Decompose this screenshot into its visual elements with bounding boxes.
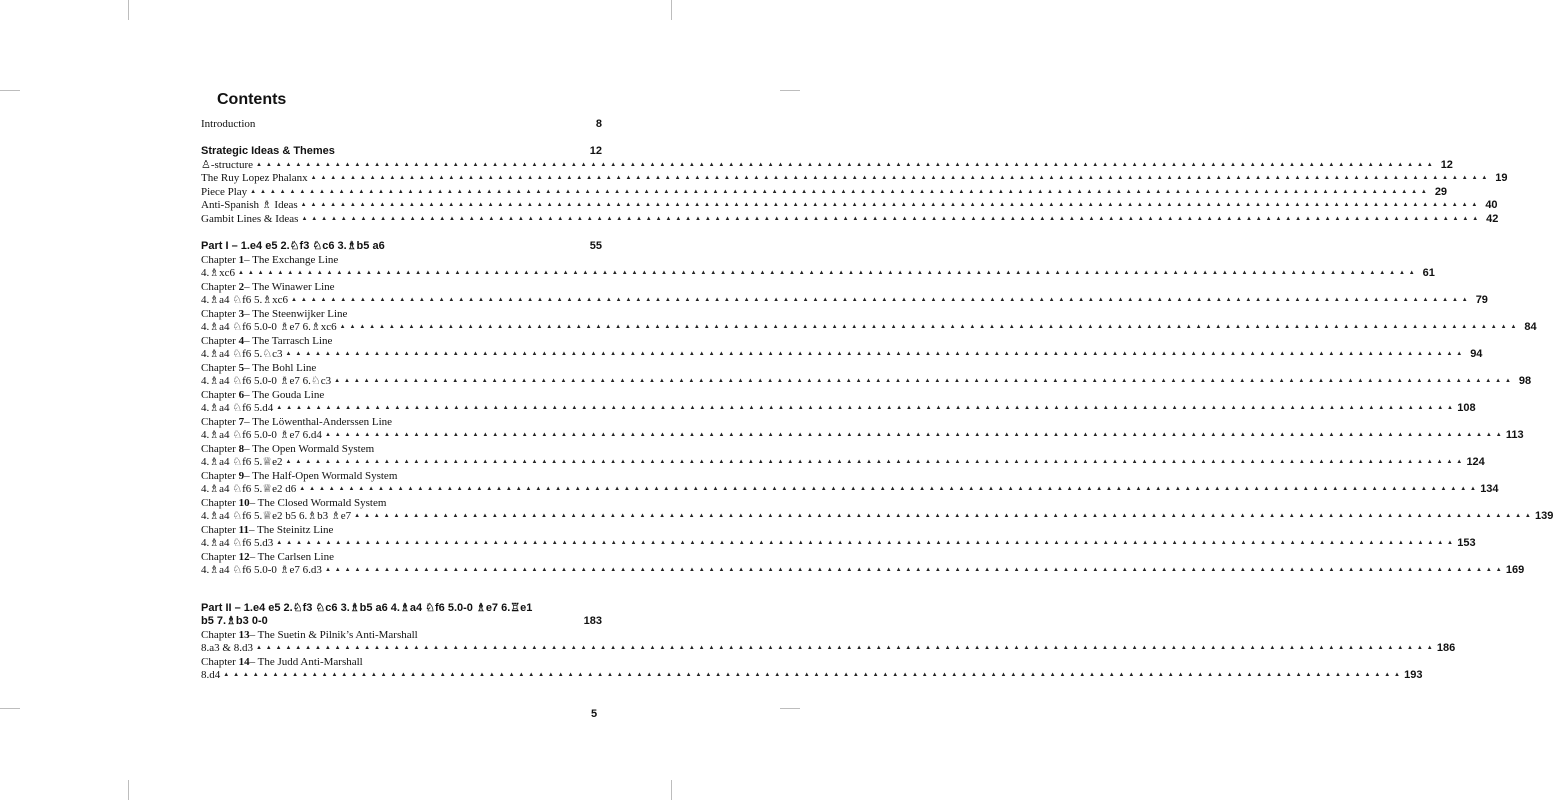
toc-part-label: Part I – 1.e4 e5 2.♘f3 ♘c6 3.♗b5 a6 <box>201 240 385 252</box>
toc-entry[interactable] <box>201 184 1448 198</box>
chapter-word: Chapter <box>201 496 236 509</box>
chapter-name: – The Löwenthal-Anderssen Line <box>244 415 393 428</box>
toc-chapter-title[interactable] <box>201 360 602 374</box>
toc-chapter-title[interactable] <box>201 414 602 428</box>
toc-entry[interactable] <box>201 198 1498 212</box>
toc-page-number: 183 <box>583 615 602 627</box>
chapter-number: 10 <box>238 496 250 509</box>
toc-entry-label: 4.♗a4 ♘f6 5.d3 <box>201 537 274 549</box>
chapter-word: Chapter <box>201 280 236 293</box>
leader-dots: ▲ ▲ ▲ ▲ ▲ ▲ ▲ ▲ ▲ ▲ ▲ ▲ ▲ ▲ ▲ ▲ ▲ ▲ ▲ ▲ ▲ ▲ ▲ ▲ ▲ ▲ ▲ ▲ ▲ ▲ ▲ ▲ ▲ ▲ ▲ ▲ ▲ ▲ ▲ ▲ ▲ ▲ ▲ ▲ ▲ ▲ ▲ ▲ ▲ ▲ ▲ ▲ ▲ ▲ ▲ ▲ ▲ ▲ ▲ ▲ ▲ ▲ ▲ ▲ ▲ ▲ ▲ ▲ ▲ ▲ ▲ ▲ ▲ ▲ ▲ ▲ ▲ ▲ ▲ ▲ ▲ ▲ ▲ ▲ ▲ ▲ ▲ ▲ ▲ ▲ ▲ ▲ ▲ ▲ ▲ ▲ ▲ ▲ ▲ ▲ ▲ ▲ ▲ ▲ ▲ ▲ ▲ ▲ ▲ ▲ ▲ ▲ ▲ ▲ ▲ ▲ ▲ ▲ ▲ ▲ <box>300 202 1479 208</box>
toc-chapter-line[interactable] <box>201 293 1488 307</box>
chapter-number: 6 <box>238 388 245 401</box>
leader-dots: ▲ ▲ ▲ ▲ ▲ ▲ ▲ ▲ ▲ ▲ ▲ ▲ ▲ ▲ ▲ ▲ ▲ ▲ ▲ ▲ ▲ ▲ ▲ ▲ ▲ ▲ ▲ ▲ ▲ ▲ ▲ ▲ ▲ ▲ ▲ ▲ ▲ ▲ ▲ ▲ ▲ ▲ ▲ ▲ ▲ ▲ ▲ ▲ ▲ ▲ ▲ ▲ ▲ ▲ ▲ ▲ ▲ ▲ ▲ ▲ ▲ ▲ ▲ ▲ ▲ ▲ ▲ ▲ ▲ ▲ ▲ ▲ ▲ ▲ ▲ ▲ ▲ ▲ ▲ ▲ ▲ ▲ ▲ ▲ ▲ ▲ ▲ ▲ ▲ ▲ ▲ ▲ ▲ ▲ ▲ ▲ ▲ ▲ ▲ ▲ ▲ ▲ ▲ ▲ ▲ ▲ ▲ ▲ ▲ ▲ ▲ ▲ ▲ ▲ ▲ ▲ ▲ ▲ ▲ ▲ <box>310 175 1489 181</box>
toc-chapter-label <box>201 254 338 266</box>
leader-dots: ▲ ▲ ▲ ▲ ▲ ▲ ▲ ▲ ▲ ▲ ▲ ▲ ▲ ▲ ▲ ▲ ▲ ▲ ▲ ▲ ▲ ▲ ▲ ▲ ▲ ▲ ▲ ▲ ▲ ▲ ▲ ▲ ▲ ▲ ▲ ▲ ▲ ▲ ▲ ▲ ▲ ▲ ▲ ▲ ▲ ▲ ▲ ▲ ▲ ▲ ▲ ▲ ▲ ▲ ▲ ▲ ▲ ▲ ▲ ▲ ▲ ▲ ▲ ▲ ▲ ▲ ▲ ▲ ▲ ▲ ▲ ▲ ▲ ▲ ▲ ▲ ▲ ▲ ▲ ▲ ▲ ▲ ▲ ▲ ▲ ▲ ▲ ▲ ▲ ▲ ▲ ▲ ▲ ▲ ▲ ▲ ▲ ▲ ▲ ▲ ▲ ▲ ▲ ▲ ▲ ▲ ▲ ▲ ▲ ▲ ▲ ▲ ▲ ▲ ▲ ▲ ▲ ▲ ▲ ▲ <box>276 405 1455 411</box>
toc-entry-label: 4.♗a4 ♘f6 5.♘c3 <box>201 348 283 360</box>
chapter-number: 8 <box>238 442 245 455</box>
page-number: 5 <box>591 708 598 720</box>
crop-mark <box>128 0 129 20</box>
toc-chapter-title[interactable] <box>201 441 602 455</box>
leader-dots: ▲ ▲ ▲ ▲ ▲ ▲ ▲ ▲ ▲ ▲ ▲ ▲ ▲ ▲ ▲ ▲ ▲ ▲ ▲ ▲ ▲ ▲ ▲ ▲ ▲ ▲ ▲ ▲ ▲ ▲ ▲ ▲ ▲ ▲ ▲ ▲ ▲ ▲ ▲ ▲ ▲ ▲ ▲ ▲ ▲ ▲ ▲ ▲ ▲ ▲ ▲ ▲ ▲ ▲ ▲ ▲ ▲ ▲ ▲ ▲ ▲ ▲ ▲ ▲ ▲ ▲ ▲ ▲ ▲ ▲ ▲ ▲ ▲ ▲ ▲ ▲ ▲ ▲ ▲ ▲ ▲ ▲ ▲ ▲ ▲ ▲ ▲ ▲ ▲ ▲ ▲ ▲ ▲ ▲ ▲ ▲ ▲ ▲ ▲ ▲ ▲ ▲ ▲ ▲ ▲ ▲ ▲ ▲ ▲ ▲ ▲ ▲ ▲ ▲ ▲ ▲ ▲ ▲ ▲ ▲ <box>276 540 1455 546</box>
leader-dots: ▲ ▲ ▲ ▲ ▲ ▲ ▲ ▲ ▲ ▲ ▲ ▲ ▲ ▲ ▲ ▲ ▲ ▲ ▲ ▲ ▲ ▲ ▲ ▲ ▲ ▲ ▲ ▲ ▲ ▲ ▲ ▲ ▲ ▲ ▲ ▲ ▲ ▲ ▲ ▲ ▲ ▲ ▲ ▲ ▲ ▲ ▲ ▲ ▲ ▲ ▲ ▲ ▲ ▲ ▲ ▲ ▲ ▲ ▲ ▲ ▲ ▲ ▲ ▲ ▲ ▲ ▲ ▲ ▲ ▲ ▲ ▲ ▲ ▲ ▲ ▲ ▲ ▲ ▲ ▲ ▲ ▲ ▲ ▲ ▲ ▲ ▲ ▲ ▲ ▲ ▲ ▲ ▲ ▲ ▲ ▲ ▲ ▲ ▲ ▲ ▲ ▲ ▲ ▲ ▲ ▲ ▲ ▲ ▲ ▲ ▲ ▲ ▲ ▲ ▲ ▲ ▲ ▲ ▲ ▲ <box>324 567 1503 573</box>
chapter-number: 13 <box>238 628 250 641</box>
leader-dots: ▲ ▲ ▲ ▲ ▲ ▲ ▲ ▲ ▲ ▲ ▲ ▲ ▲ ▲ ▲ ▲ ▲ ▲ ▲ ▲ ▲ ▲ ▲ ▲ ▲ ▲ ▲ ▲ ▲ ▲ ▲ ▲ ▲ ▲ ▲ ▲ ▲ ▲ ▲ ▲ ▲ ▲ ▲ ▲ ▲ ▲ ▲ ▲ ▲ ▲ ▲ ▲ ▲ ▲ ▲ ▲ ▲ ▲ ▲ ▲ ▲ ▲ ▲ ▲ ▲ ▲ ▲ ▲ ▲ ▲ ▲ ▲ ▲ ▲ ▲ ▲ ▲ ▲ ▲ ▲ ▲ ▲ ▲ ▲ ▲ ▲ ▲ ▲ ▲ ▲ ▲ ▲ ▲ ▲ ▲ ▲ ▲ ▲ ▲ ▲ ▲ ▲ ▲ ▲ ▲ ▲ ▲ ▲ ▲ ▲ ▲ ▲ ▲ ▲ ▲ ▲ ▲ ▲ ▲ ▲ <box>250 188 1429 195</box>
toc-page-number: 55 <box>589 240 602 252</box>
chapter-number: 9 <box>238 469 245 482</box>
leader-dots: ▲ ▲ ▲ ▲ ▲ ▲ ▲ ▲ ▲ ▲ ▲ ▲ ▲ ▲ ▲ ▲ ▲ ▲ ▲ ▲ ▲ ▲ ▲ ▲ ▲ ▲ ▲ ▲ ▲ ▲ ▲ ▲ ▲ ▲ ▲ ▲ ▲ ▲ ▲ ▲ ▲ ▲ ▲ ▲ ▲ ▲ ▲ ▲ ▲ ▲ ▲ ▲ ▲ ▲ ▲ ▲ ▲ ▲ ▲ ▲ ▲ ▲ ▲ ▲ ▲ ▲ ▲ ▲ ▲ ▲ ▲ ▲ ▲ ▲ ▲ ▲ ▲ ▲ ▲ ▲ ▲ ▲ ▲ ▲ ▲ ▲ ▲ ▲ ▲ ▲ ▲ ▲ ▲ ▲ ▲ ▲ ▲ ▲ ▲ ▲ ▲ ▲ ▲ ▲ ▲ ▲ ▲ ▲ ▲ ▲ ▲ ▲ ▲ ▲ ▲ ▲ ▲ ▲ ▲ ▲ <box>324 432 1503 438</box>
toc-page-number: 139 <box>1535 510 1553 522</box>
chapter-word: Chapter <box>201 307 236 320</box>
toc-chapter-line[interactable] <box>201 428 1524 442</box>
toc-chapter-line[interactable] <box>201 509 1553 523</box>
toc-chapter-line[interactable] <box>201 320 1537 334</box>
leader-dots: ▲ ▲ ▲ ▲ ▲ ▲ ▲ ▲ ▲ ▲ ▲ ▲ ▲ ▲ ▲ ▲ ▲ ▲ ▲ ▲ ▲ ▲ ▲ ▲ ▲ ▲ ▲ ▲ ▲ ▲ ▲ ▲ ▲ ▲ ▲ ▲ ▲ ▲ ▲ ▲ ▲ ▲ ▲ ▲ ▲ ▲ ▲ ▲ ▲ ▲ ▲ ▲ ▲ ▲ ▲ ▲ ▲ ▲ ▲ ▲ ▲ ▲ ▲ ▲ ▲ ▲ ▲ ▲ ▲ ▲ ▲ ▲ ▲ ▲ ▲ ▲ ▲ ▲ ▲ ▲ ▲ ▲ ▲ ▲ ▲ ▲ ▲ ▲ ▲ ▲ ▲ ▲ ▲ ▲ ▲ ▲ ▲ ▲ ▲ ▲ ▲ ▲ ▲ ▲ ▲ ▲ ▲ ▲ ▲ ▲ ▲ ▲ ▲ ▲ ▲ ▲ ▲ ▲ ▲ ▲ <box>285 459 1464 465</box>
toc-page-number: 134 <box>1480 483 1499 495</box>
toc-entry-label: 4.♗a4 ♘f6 5.0-0 ♗e7 6.♘c3 <box>201 375 332 387</box>
chapter-word: Chapter <box>201 442 236 455</box>
chapter-word: Chapter <box>201 628 236 641</box>
toc-entry-label: 4.♗a4 ♘f6 5.♗xc6 <box>201 294 289 306</box>
crop-mark <box>128 780 129 800</box>
toc-entry[interactable] <box>201 171 1508 185</box>
toc-entry-label: 4.♗a4 ♘f6 5.0-0 ♗e7 6.d3 <box>201 564 322 576</box>
chapter-word: Chapter <box>201 334 236 347</box>
chapter-name: – The Open Wormald System <box>244 442 375 455</box>
chapter-name: – The Exchange Line <box>244 253 339 266</box>
chapter-name: – The Steinitz Line <box>248 523 334 536</box>
crop-mark <box>671 780 672 800</box>
leader-dots: ▲ ▲ ▲ ▲ ▲ ▲ ▲ ▲ ▲ ▲ ▲ ▲ ▲ ▲ ▲ ▲ ▲ ▲ ▲ ▲ ▲ ▲ ▲ ▲ ▲ ▲ ▲ ▲ ▲ ▲ ▲ ▲ ▲ ▲ ▲ ▲ ▲ ▲ ▲ ▲ ▲ ▲ ▲ ▲ ▲ ▲ ▲ ▲ ▲ ▲ ▲ ▲ ▲ ▲ ▲ ▲ ▲ ▲ ▲ ▲ ▲ ▲ ▲ ▲ ▲ ▲ ▲ ▲ ▲ ▲ ▲ ▲ ▲ ▲ ▲ ▲ ▲ ▲ ▲ ▲ ▲ ▲ ▲ ▲ ▲ ▲ ▲ ▲ ▲ ▲ ▲ ▲ ▲ ▲ ▲ ▲ ▲ ▲ ▲ ▲ ▲ ▲ ▲ ▲ ▲ ▲ ▲ ▲ ▲ ▲ ▲ ▲ ▲ ▲ ▲ ▲ ▲ ▲ ▲ ▲ <box>299 486 1478 492</box>
toc-entry-label: Anti-Spanish ♗ Ideas <box>201 199 298 211</box>
toc-part-1[interactable] <box>201 239 602 253</box>
toc-part-2-line2[interactable] <box>201 614 602 628</box>
toc-chapter-line[interactable] <box>201 374 1532 388</box>
chapter-name: – The Carlsen Line <box>249 550 334 563</box>
leader-dots: ▲ ▲ ▲ ▲ ▲ ▲ ▲ ▲ ▲ ▲ ▲ ▲ ▲ ▲ ▲ ▲ ▲ ▲ ▲ ▲ ▲ ▲ ▲ ▲ ▲ ▲ ▲ ▲ ▲ ▲ ▲ ▲ ▲ ▲ ▲ ▲ ▲ ▲ ▲ ▲ ▲ ▲ ▲ ▲ ▲ ▲ ▲ ▲ ▲ ▲ ▲ ▲ ▲ ▲ ▲ ▲ ▲ ▲ ▲ ▲ ▲ ▲ ▲ ▲ ▲ ▲ ▲ ▲ ▲ ▲ ▲ ▲ ▲ ▲ ▲ ▲ ▲ ▲ ▲ ▲ ▲ ▲ ▲ ▲ ▲ ▲ ▲ ▲ ▲ ▲ ▲ ▲ ▲ ▲ ▲ ▲ ▲ ▲ ▲ ▲ ▲ ▲ ▲ ▲ ▲ ▲ ▲ ▲ ▲ ▲ ▲ ▲ ▲ ▲ ▲ ▲ ▲ ▲ ▲ ▲ <box>238 270 1416 276</box>
leader-dots: ▲ ▲ ▲ ▲ ▲ ▲ ▲ ▲ ▲ ▲ ▲ ▲ ▲ ▲ ▲ ▲ ▲ ▲ ▲ ▲ ▲ ▲ ▲ ▲ ▲ ▲ ▲ ▲ ▲ ▲ ▲ ▲ ▲ ▲ ▲ ▲ ▲ ▲ ▲ ▲ ▲ ▲ ▲ ▲ ▲ ▲ ▲ ▲ ▲ ▲ ▲ ▲ ▲ ▲ ▲ ▲ ▲ ▲ ▲ ▲ ▲ ▲ ▲ ▲ ▲ ▲ ▲ ▲ ▲ ▲ ▲ ▲ ▲ ▲ ▲ ▲ ▲ ▲ ▲ ▲ ▲ ▲ ▲ ▲ ▲ ▲ ▲ ▲ ▲ ▲ ▲ ▲ ▲ ▲ ▲ ▲ ▲ ▲ ▲ ▲ ▲ ▲ ▲ ▲ ▲ ▲ ▲ ▲ ▲ ▲ ▲ ▲ ▲ ▲ ▲ ▲ ▲ ▲ ▲ ▲ <box>291 297 1469 303</box>
chapter-name: – The Winawer Line <box>244 280 335 293</box>
toc-page-number: 186 <box>1436 642 1456 654</box>
chapter-name: – The Tarrasch Line <box>244 334 333 347</box>
chapter-word: Chapter <box>201 469 236 482</box>
toc-section-strategic-ideas[interactable] <box>201 144 602 158</box>
toc-entry-label: 4.♗a4 ♘f6 5.♕e2 d6 <box>201 483 297 495</box>
toc-entry[interactable] <box>201 157 1453 171</box>
toc-chapter-label <box>201 629 418 641</box>
chapter-word: Chapter <box>201 550 236 563</box>
chapter-word: Chapter <box>201 655 236 668</box>
leader-dots: ▲ ▲ ▲ ▲ ▲ ▲ ▲ ▲ ▲ ▲ ▲ ▲ ▲ ▲ ▲ ▲ ▲ ▲ ▲ ▲ ▲ ▲ ▲ ▲ ▲ ▲ ▲ ▲ ▲ ▲ ▲ ▲ ▲ ▲ ▲ ▲ ▲ ▲ ▲ ▲ ▲ ▲ ▲ ▲ ▲ ▲ ▲ ▲ ▲ ▲ ▲ ▲ ▲ ▲ ▲ ▲ ▲ ▲ ▲ ▲ ▲ ▲ ▲ ▲ ▲ ▲ ▲ ▲ ▲ ▲ ▲ ▲ ▲ ▲ ▲ ▲ ▲ ▲ ▲ ▲ ▲ ▲ ▲ ▲ ▲ ▲ ▲ ▲ ▲ ▲ ▲ ▲ ▲ ▲ ▲ ▲ ▲ ▲ ▲ ▲ ▲ ▲ ▲ ▲ ▲ ▲ ▲ ▲ ▲ ▲ ▲ ▲ ▲ ▲ ▲ ▲ ▲ ▲ ▲ ▲ <box>301 215 1480 222</box>
toc-page-number: 193 <box>1404 669 1423 681</box>
crop-mark <box>0 708 20 709</box>
toc-entry-label: 4.♗a4 ♘f6 5.♕e2 b5 6.♗b3 ♗e7 <box>201 510 352 522</box>
chapter-name: – The Half-Open Wormald System <box>244 469 398 482</box>
chapter-number: 4 <box>238 334 245 347</box>
toc-page-number: 124 <box>1466 456 1485 468</box>
toc-section-label: Strategic Ideas & Themes <box>201 145 335 157</box>
toc-chapter-label <box>201 551 334 563</box>
toc-chapter-line[interactable] <box>201 668 1423 682</box>
toc-chapter-line[interactable] <box>201 563 1525 577</box>
chapter-number: 14 <box>238 655 250 668</box>
toc-chapter-label <box>201 497 386 509</box>
chapter-number: 3 <box>238 307 245 320</box>
toc-part-label: Part II – 1.e4 e5 2.♘f3 ♘c6 3.♗b5 a6 4.♗a4 ♘f6 5.0-0 ♗e7 6.♖e1 <box>201 601 533 614</box>
toc-chapter-title[interactable] <box>201 333 602 347</box>
toc-page-number: 8 <box>595 117 602 130</box>
toc-chapter-title[interactable] <box>201 306 602 320</box>
toc-page-number: 113 <box>1505 429 1524 441</box>
leader-dots: ▲ ▲ ▲ ▲ ▲ ▲ ▲ ▲ ▲ ▲ ▲ ▲ ▲ ▲ ▲ ▲ ▲ ▲ ▲ ▲ ▲ ▲ ▲ ▲ ▲ ▲ ▲ ▲ ▲ ▲ ▲ ▲ ▲ ▲ ▲ ▲ ▲ ▲ ▲ ▲ ▲ ▲ ▲ ▲ ▲ ▲ ▲ ▲ ▲ ▲ ▲ ▲ ▲ ▲ ▲ ▲ ▲ ▲ ▲ ▲ ▲ ▲ ▲ ▲ ▲ ▲ ▲ ▲ ▲ ▲ ▲ ▲ ▲ ▲ ▲ ▲ ▲ ▲ ▲ ▲ ▲ ▲ ▲ ▲ ▲ ▲ ▲ ▲ ▲ ▲ ▲ ▲ ▲ ▲ ▲ ▲ ▲ ▲ ▲ ▲ ▲ ▲ ▲ ▲ ▲ ▲ ▲ ▲ ▲ ▲ ▲ ▲ ▲ ▲ ▲ ▲ ▲ ▲ ▲ ▲ <box>354 513 1533 519</box>
toc-page-number: 98 <box>1518 375 1532 387</box>
leader-dots: ▲ ▲ ▲ ▲ ▲ ▲ ▲ ▲ ▲ ▲ ▲ ▲ ▲ ▲ ▲ ▲ ▲ ▲ ▲ ▲ ▲ ▲ ▲ ▲ ▲ ▲ ▲ ▲ ▲ ▲ ▲ ▲ ▲ ▲ ▲ ▲ ▲ ▲ ▲ ▲ ▲ ▲ ▲ ▲ ▲ ▲ ▲ ▲ ▲ ▲ ▲ ▲ ▲ ▲ ▲ ▲ ▲ ▲ ▲ ▲ ▲ ▲ ▲ ▲ ▲ ▲ ▲ ▲ ▲ ▲ ▲ ▲ ▲ ▲ ▲ ▲ ▲ ▲ ▲ ▲ ▲ ▲ ▲ ▲ ▲ ▲ ▲ ▲ ▲ ▲ ▲ ▲ ▲ ▲ ▲ ▲ ▲ ▲ ▲ ▲ ▲ ▲ ▲ ▲ ▲ ▲ ▲ ▲ ▲ ▲ ▲ ▲ ▲ ▲ ▲ ▲ ▲ ▲ ▲ ▲ <box>255 645 1434 651</box>
toc-chapter-label <box>201 335 332 347</box>
toc-page-number: 153 <box>1457 537 1476 549</box>
toc-page-number: 40 <box>1485 199 1498 211</box>
toc-entry-label: The Ruy Lopez Phalanx <box>201 172 308 184</box>
toc-chapter-title[interactable] <box>201 627 602 641</box>
page-title: Contents <box>217 91 287 108</box>
toc-page-number: 94 <box>1470 348 1483 360</box>
toc-chapter-title[interactable] <box>201 654 602 668</box>
chapter-name: – The Judd Anti-Marshall <box>249 655 363 668</box>
toc-entry-label: Introduction <box>201 117 256 130</box>
toc-page-number: 12 <box>589 145 602 157</box>
toc-chapter-label <box>201 416 392 428</box>
chapter-name: – The Bohl Line <box>244 361 317 374</box>
toc-chapter-title[interactable] <box>201 549 602 563</box>
leader-dots: ▲ ▲ ▲ ▲ ▲ ▲ ▲ ▲ ▲ ▲ ▲ ▲ ▲ ▲ ▲ ▲ ▲ ▲ ▲ ▲ ▲ ▲ ▲ ▲ ▲ ▲ ▲ ▲ ▲ ▲ ▲ ▲ ▲ ▲ ▲ ▲ ▲ ▲ ▲ ▲ ▲ ▲ ▲ ▲ ▲ ▲ ▲ ▲ ▲ ▲ ▲ ▲ ▲ ▲ ▲ ▲ ▲ ▲ ▲ ▲ ▲ ▲ ▲ ▲ ▲ ▲ ▲ ▲ ▲ ▲ ▲ ▲ ▲ ▲ ▲ ▲ ▲ ▲ ▲ ▲ ▲ ▲ ▲ ▲ ▲ ▲ ▲ ▲ ▲ ▲ ▲ ▲ ▲ ▲ ▲ ▲ ▲ ▲ ▲ ▲ ▲ ▲ ▲ ▲ ▲ ▲ ▲ ▲ ▲ ▲ ▲ ▲ ▲ ▲ ▲ ▲ ▲ ▲ ▲ ▲ <box>339 324 1518 330</box>
toc-part-label-continued: b5 7.♗b3 0-0 <box>201 615 268 627</box>
toc-chapter-label <box>201 362 316 374</box>
toc-chapter-line[interactable] <box>201 266 1435 280</box>
toc-chapter-title[interactable] <box>201 468 602 482</box>
chapter-number: 2 <box>238 280 245 293</box>
chapter-number: 11 <box>238 523 249 536</box>
toc-chapter-line[interactable] <box>201 347 1483 361</box>
toc-page-number: 61 <box>1422 267 1435 279</box>
toc-part-2-line1[interactable] <box>201 600 602 614</box>
toc-chapter-line[interactable] <box>201 455 1485 469</box>
toc-entry-label: 4.♗a4 ♘f6 5.d4 <box>201 402 274 414</box>
toc-entry-label: 8.a3 & 8.d3 <box>201 642 253 654</box>
chapter-name: – The Steenwijker Line <box>244 307 348 320</box>
toc-entry-label: 4.♗a4 ♘f6 5.0-0 ♗e7 6.d4 <box>201 429 322 441</box>
chapter-word: Chapter <box>201 523 236 536</box>
chapter-word: Chapter <box>201 388 236 401</box>
toc-chapter-label <box>201 389 324 401</box>
toc-page-number: 169 <box>1505 564 1525 576</box>
toc-entry-label: Piece Play <box>201 185 248 198</box>
leader-dots: ▲ ▲ ▲ ▲ ▲ ▲ ▲ ▲ ▲ ▲ ▲ ▲ ▲ ▲ ▲ ▲ ▲ ▲ ▲ ▲ ▲ ▲ ▲ ▲ ▲ ▲ ▲ ▲ ▲ ▲ ▲ ▲ ▲ ▲ ▲ ▲ ▲ ▲ ▲ ▲ ▲ ▲ ▲ ▲ ▲ ▲ ▲ ▲ ▲ ▲ ▲ ▲ ▲ ▲ ▲ ▲ ▲ ▲ ▲ ▲ ▲ ▲ ▲ ▲ ▲ ▲ ▲ ▲ ▲ ▲ ▲ ▲ ▲ ▲ ▲ ▲ ▲ ▲ ▲ ▲ ▲ ▲ ▲ ▲ ▲ ▲ ▲ ▲ ▲ ▲ ▲ ▲ ▲ ▲ ▲ ▲ ▲ ▲ ▲ ▲ ▲ ▲ ▲ ▲ ▲ ▲ ▲ ▲ ▲ ▲ ▲ ▲ ▲ ▲ ▲ ▲ ▲ ▲ ▲ ▲ <box>334 378 1513 384</box>
toc-entry-introduction[interactable] <box>201 116 602 130</box>
leader-dots: ▲ ▲ ▲ ▲ ▲ ▲ ▲ ▲ ▲ ▲ ▲ ▲ ▲ ▲ ▲ ▲ ▲ ▲ ▲ ▲ ▲ ▲ ▲ ▲ ▲ ▲ ▲ ▲ ▲ ▲ ▲ ▲ ▲ ▲ ▲ ▲ ▲ ▲ ▲ ▲ ▲ ▲ ▲ ▲ ▲ ▲ ▲ ▲ ▲ ▲ ▲ ▲ ▲ ▲ ▲ ▲ ▲ ▲ ▲ ▲ ▲ ▲ ▲ ▲ ▲ ▲ ▲ ▲ ▲ ▲ ▲ ▲ ▲ ▲ ▲ ▲ ▲ ▲ ▲ ▲ ▲ ▲ ▲ ▲ ▲ ▲ ▲ ▲ ▲ ▲ ▲ ▲ ▲ ▲ ▲ ▲ ▲ ▲ ▲ ▲ ▲ ▲ ▲ ▲ ▲ ▲ ▲ ▲ ▲ ▲ ▲ ▲ ▲ ▲ ▲ ▲ ▲ ▲ ▲ ▲ <box>256 161 1434 168</box>
toc-chapter-title[interactable] <box>201 522 602 536</box>
toc-chapter-title[interactable] <box>201 252 602 266</box>
crop-mark <box>0 90 20 91</box>
toc-page-number: 84 <box>1524 321 1537 333</box>
toc-chapter-line[interactable] <box>201 482 1499 496</box>
toc-page-number: 12 <box>1440 158 1453 171</box>
leader-dots: ▲ ▲ ▲ ▲ ▲ ▲ ▲ ▲ ▲ ▲ ▲ ▲ ▲ ▲ ▲ ▲ ▲ ▲ ▲ ▲ ▲ ▲ ▲ ▲ ▲ ▲ ▲ ▲ ▲ ▲ ▲ ▲ ▲ ▲ ▲ ▲ ▲ ▲ ▲ ▲ ▲ ▲ ▲ ▲ ▲ ▲ ▲ ▲ ▲ ▲ ▲ ▲ ▲ ▲ ▲ ▲ ▲ ▲ ▲ ▲ ▲ ▲ ▲ ▲ ▲ ▲ ▲ ▲ ▲ ▲ ▲ ▲ ▲ ▲ ▲ ▲ ▲ ▲ ▲ ▲ ▲ ▲ ▲ ▲ ▲ ▲ ▲ ▲ ▲ ▲ ▲ ▲ ▲ ▲ ▲ ▲ ▲ ▲ ▲ ▲ ▲ ▲ ▲ ▲ ▲ ▲ ▲ ▲ ▲ ▲ ▲ ▲ ▲ ▲ ▲ ▲ ▲ ▲ ▲ ▲ <box>223 672 1402 678</box>
chapter-name: – The Suetin & Pilnik’s Anti-Marshall <box>249 628 418 641</box>
crop-mark <box>780 90 800 91</box>
contents-page <box>201 88 1553 681</box>
toc-chapter-line[interactable] <box>201 401 1476 415</box>
toc-chapter-label <box>201 656 363 668</box>
chapter-name: – The Gouda Line <box>244 388 325 401</box>
toc-chapter-title[interactable] <box>201 495 602 509</box>
toc-page-number: 19 <box>1495 172 1508 184</box>
chapter-word: Chapter <box>201 361 236 374</box>
chapter-number: 1 <box>238 253 245 266</box>
toc-page-number: 42 <box>1486 212 1499 225</box>
toc-page-number: 108 <box>1457 402 1476 414</box>
chapter-number: 5 <box>238 361 245 374</box>
toc-page-number: 29 <box>1434 185 1448 198</box>
toc-chapter-label <box>201 470 397 482</box>
toc-chapter-title[interactable] <box>201 387 602 401</box>
toc-page-number: 79 <box>1475 294 1488 306</box>
toc-chapter-line[interactable] <box>201 536 1476 550</box>
toc-chapter-label <box>201 443 374 455</box>
chapter-number: 7 <box>238 415 245 428</box>
toc-chapter-title[interactable] <box>201 279 602 293</box>
toc-entry-label: 4.♗a4 ♘f6 5.0-0 ♗e7 6.♗xc6 <box>201 321 337 333</box>
toc-entry-label: Gambit Lines & Ideas <box>201 212 299 225</box>
toc-entry-label: 4.♗a4 ♘f6 5.♕e2 <box>201 456 283 468</box>
toc-entry-label: 4.♗xc6 <box>201 267 235 279</box>
chapter-word: Chapter <box>201 415 236 428</box>
crop-mark <box>780 708 800 709</box>
chapter-number: 12 <box>238 550 250 563</box>
toc-chapter-label <box>201 281 335 293</box>
chapter-name: – The Closed Wormald System <box>249 496 387 509</box>
toc-entry-label: ♙-structure <box>201 158 254 171</box>
toc-entry-label: 8.d4 <box>201 669 221 681</box>
crop-mark <box>671 0 672 20</box>
toc-chapter-line[interactable] <box>201 641 1456 655</box>
toc-chapter-label <box>201 308 347 320</box>
toc-chapter-label <box>201 524 333 536</box>
leader-dots: ▲ ▲ ▲ ▲ ▲ ▲ ▲ ▲ ▲ ▲ ▲ ▲ ▲ ▲ ▲ ▲ ▲ ▲ ▲ ▲ ▲ ▲ ▲ ▲ ▲ ▲ ▲ ▲ ▲ ▲ ▲ ▲ ▲ ▲ ▲ ▲ ▲ ▲ ▲ ▲ ▲ ▲ ▲ ▲ ▲ ▲ ▲ ▲ ▲ ▲ ▲ ▲ ▲ ▲ ▲ ▲ ▲ ▲ ▲ ▲ ▲ ▲ ▲ ▲ ▲ ▲ ▲ ▲ ▲ ▲ ▲ ▲ ▲ ▲ ▲ ▲ ▲ ▲ ▲ ▲ ▲ ▲ ▲ ▲ ▲ ▲ ▲ ▲ ▲ ▲ ▲ ▲ ▲ ▲ ▲ ▲ ▲ ▲ ▲ ▲ ▲ ▲ ▲ ▲ ▲ ▲ ▲ ▲ ▲ ▲ ▲ ▲ ▲ ▲ ▲ ▲ ▲ ▲ ▲ ▲ <box>285 351 1464 357</box>
toc-entry[interactable] <box>201 211 1499 225</box>
chapter-word: Chapter <box>201 253 236 266</box>
